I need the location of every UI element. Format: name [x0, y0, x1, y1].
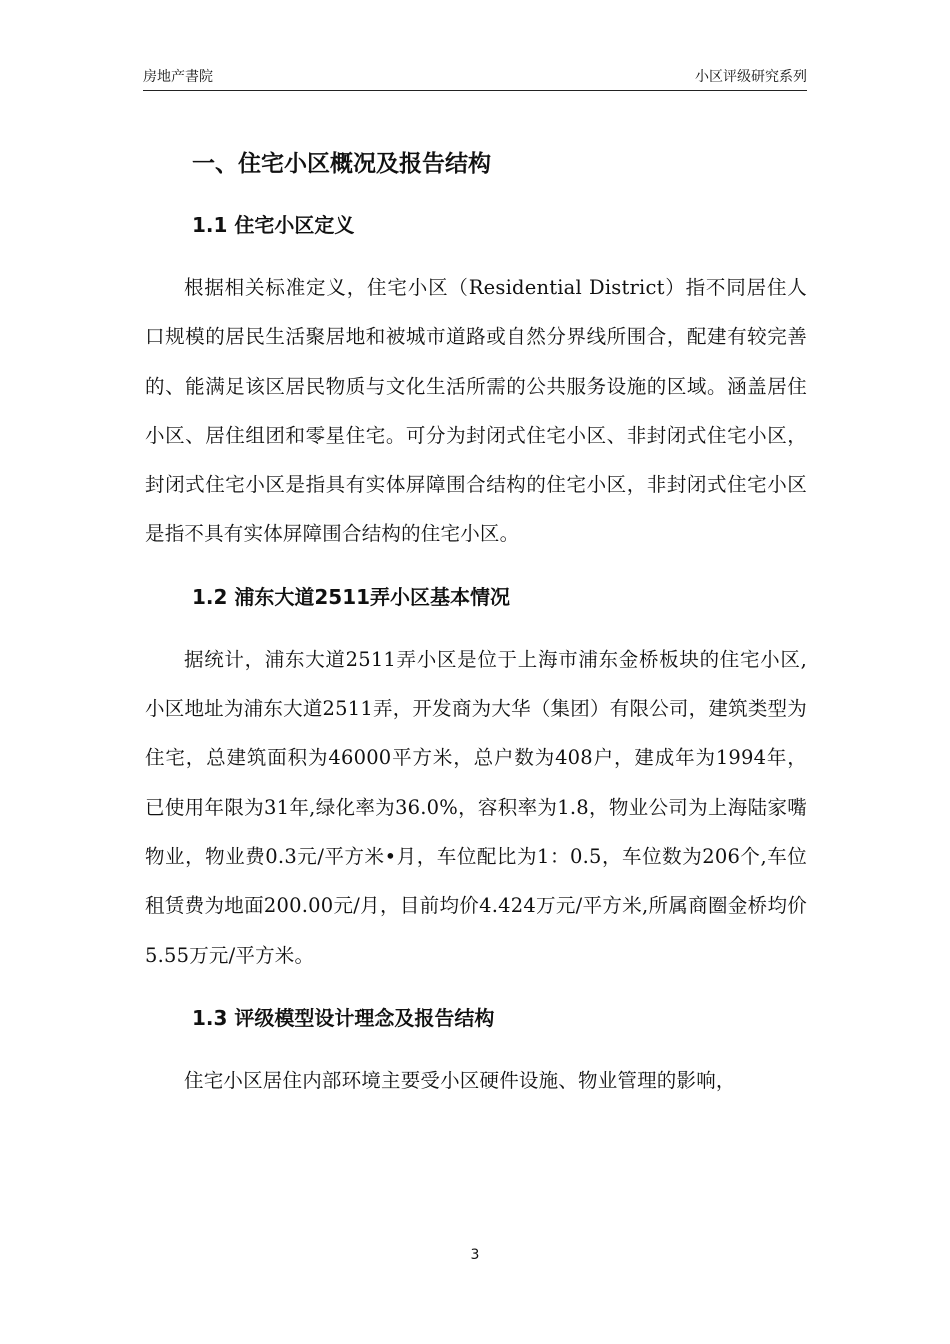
section-title: 一、住宅小区概况及报告结构: [192, 151, 491, 177]
document-body: [145, 140, 807, 1121]
page-number: 3: [470, 1247, 480, 1263]
header-series-title: 小区评级研究系列: [695, 69, 807, 85]
header-publisher: 房地产書院: [143, 69, 213, 85]
paragraph-definition: 根据相关标准定义，住宅小区（Residential District）指不同居住人口规模的居民生活聚居地和被城市道路或自然分界线所围合，配建有较完善的、能满足该区居民物质与文化生活所需的公共服务设施的区域。涵盖居住小区、居住组团和零星住宅。可分为封闭式住宅小区、非封闭式住宅小区，封闭式住宅小区是指具有实体屏障围合结构的住宅小区，非封闭式住宅小区是指不具有实体屏障围合结构的住宅小区。: [145, 276, 807, 546]
paragraph-basic-info: 据统计，浦东大道2511弄小区是位于上海市浦东金桥板块的住宅小区,小区地址为浦东大道2511弄，开发商为大华（集团）有限公司，建筑类型为住宅，总建筑面积为46000平方米，总户数为408户，建成年为1994年，已使用年限为31年,绿化率为36.0%，容积率为1.8，物业公司为上海陆家嘴物业，物业费0.3元/平方米•月，车位配比为1：0.5，车位数为206个,车位租赁费为地面200.00元/月，目前均价4.424万元/平方米,所属商圈金桥均价5.55万元/平方米。: [145, 647, 807, 967]
subsection-heading-1-3: 1.3 评级模型设计理念及报告结构: [192, 1005, 495, 1030]
subsection-heading-1-2: 1.2 浦东大道2511弄小区基本情况: [192, 584, 511, 609]
paragraph-model-design: 住宅小区居住内部环境主要受小区硬件设施、物业管理的影响，: [184, 1068, 736, 1092]
subsection-heading-1-1: 1.1 住宅小区定义: [192, 213, 355, 237]
page-header: [143, 66, 807, 91]
